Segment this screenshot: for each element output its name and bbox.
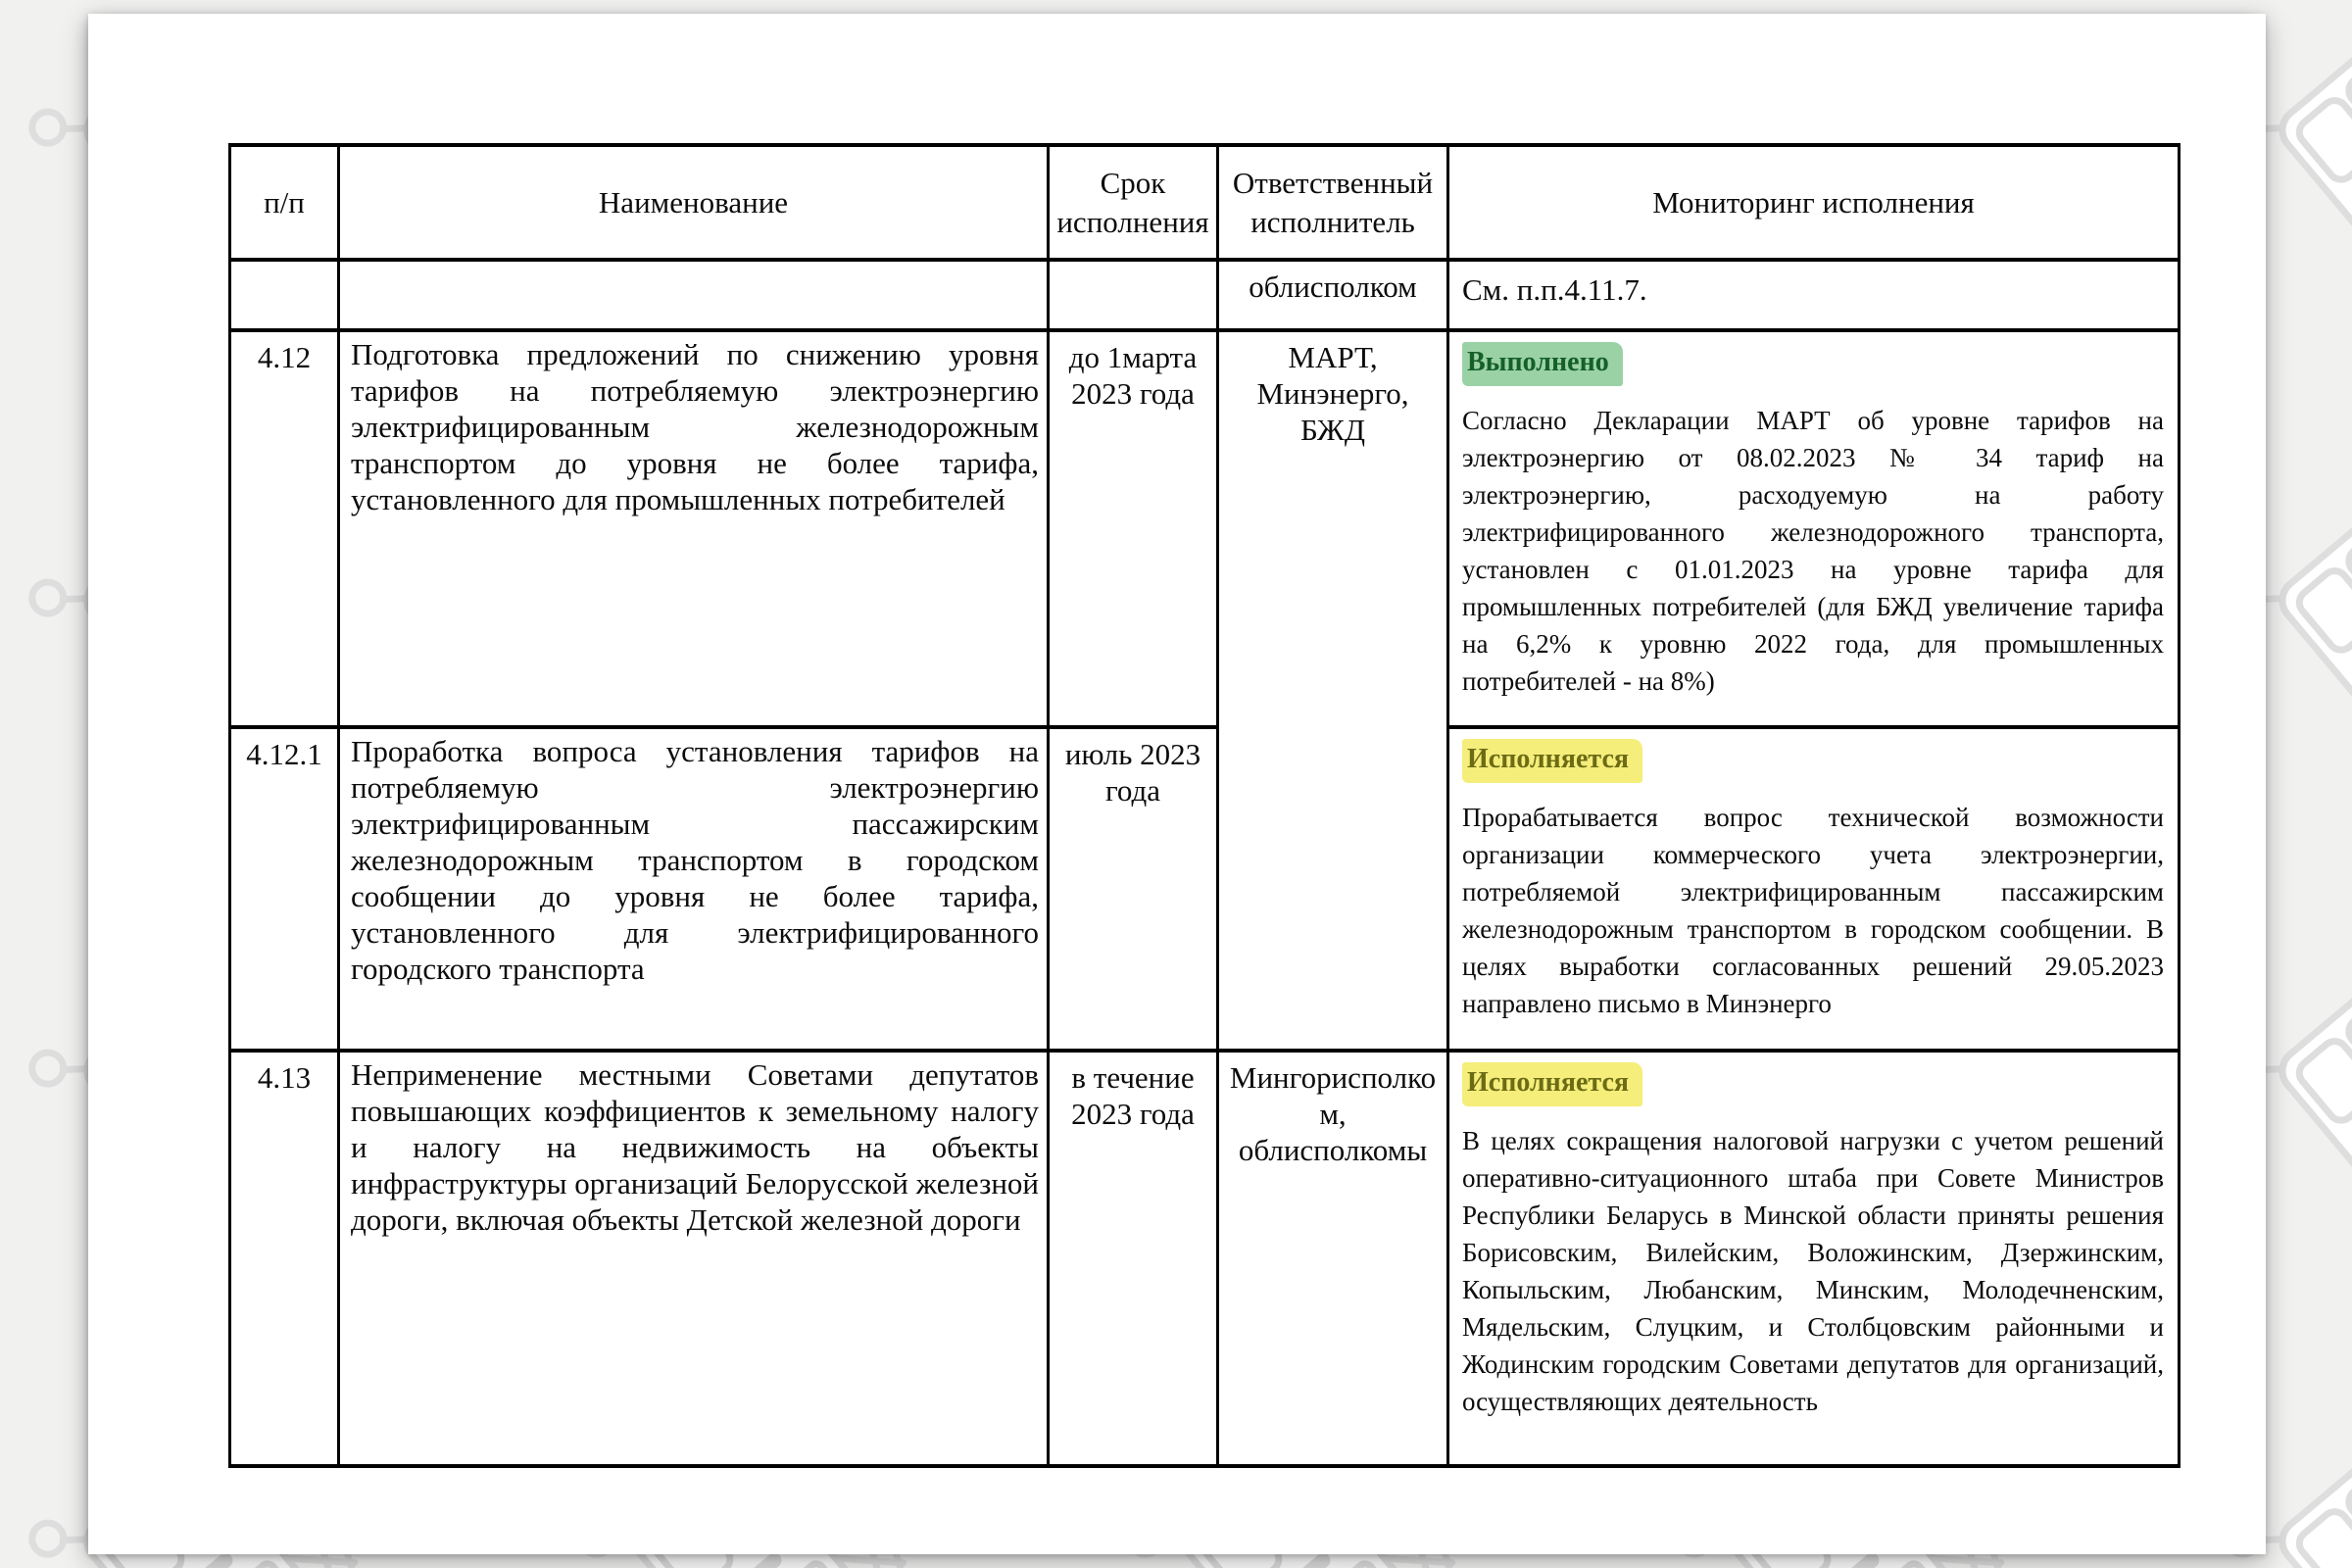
table-row-4-12 bbox=[230, 330, 2180, 727]
cell-num: 4.13 bbox=[230, 1051, 339, 1466]
monitoring-note: См. п.п.4.11.7. bbox=[1462, 272, 1647, 307]
cell-term: до 1марта 2023 года bbox=[1049, 330, 1218, 727]
cell-monitoring bbox=[1448, 330, 2180, 727]
cell-num bbox=[230, 260, 339, 330]
status-badge-in-progress: Исполняется bbox=[1462, 739, 1642, 783]
table-row-4-12-1 bbox=[230, 727, 2180, 1051]
status-badge-done: Выполнено bbox=[1462, 342, 1623, 386]
cell-executor: Мингорисполком, облисполкомы bbox=[1218, 1051, 1448, 1466]
cell-term bbox=[1049, 260, 1218, 330]
cell-monitoring bbox=[1448, 727, 2180, 1051]
col-header-name: Наименование bbox=[339, 145, 1049, 260]
col-header-executor: Ответственный исполнитель bbox=[1218, 145, 1448, 260]
cell-executor: облисполком bbox=[1218, 260, 1448, 330]
status-badge-in-progress: Исполняется bbox=[1462, 1062, 1642, 1106]
cell-num: 4.12 bbox=[230, 330, 339, 727]
cell-executor-merged: МАРТ, Минэнерго, БЖД bbox=[1218, 330, 1448, 1051]
monitoring-text: Прорабатывается вопрос технической возможности организации коммерческого учета электроэнергии, потребляемой электрифицированным пассажирским железнодорожным транспортом в городском сообщении. В целях выработки согласованных решений 29.05.2023 направлено письмо в Минэнерго bbox=[1462, 803, 2164, 1018]
col-header-monitoring: Мониторинг исполнения bbox=[1448, 145, 2180, 260]
col-header-term: Срок исполнения bbox=[1049, 145, 1218, 260]
cell-monitoring bbox=[1448, 260, 2180, 330]
monitoring-table bbox=[228, 143, 2180, 1468]
cell-name: Проработка вопроса установления тарифов на потребляемую электроэнергию электрифицированным пассажирским железнодорожным транспортом в городском сообщении до уровня не более тарифа, установленного для электрифицированного городского транспорта bbox=[339, 727, 1049, 1051]
cell-name bbox=[339, 260, 1049, 330]
header-row bbox=[230, 145, 2180, 260]
monitoring-text: В целях сокращения налоговой нагрузки с учетом решений оперативно-ситуационного штаба при Совете Министров Республики Беларусь в Минской области приняты решения Борисовским, Вилейским, Воложинским, Дзержинским, Копыльским, Любанским, Минским, Молодечненским, Мядельским, Слуцким, и Столбцовским районными и Жодинским городским Советами депутатов для организаций, осуществляющих деятельность bbox=[1462, 1126, 2164, 1416]
cell-term: в течение 2023 года bbox=[1049, 1051, 1218, 1466]
monitoring-text: Согласно Декларации МАРТ об уровне тарифов на электроэнергию от 08.02.2023 № 34 тариф на электроэнергию, расходуемую на работу электрифицированного железнодорожного транспорта, установлен с 01.01.2023 на уровне тарифа для промышленных потребителей (для БЖД увеличение тарифа на 6,2% к уровню 2022 года, для промышленных потребителей - на 8%) bbox=[1462, 406, 2164, 696]
table-row-continuation bbox=[230, 260, 2180, 330]
cell-name: Неприменение местными Советами депутатов повышающих коэффициентов к земельному налогу и налогу на недвижимость на объекты инфраструктуры организаций Белорусской железной дороги, включая объекты Детской железной дороги bbox=[339, 1051, 1049, 1466]
cell-name: Подготовка предложений по снижению уровня тарифов на потребляемую электроэнергию электрифицированным железнодорожным транспортом до уровня не более тарифа, установленного для промышленных потребителей bbox=[339, 330, 1049, 727]
cell-monitoring bbox=[1448, 1051, 2180, 1466]
cell-term: июль 2023 года bbox=[1049, 727, 1218, 1051]
col-header-num: п/п bbox=[230, 145, 339, 260]
document-page bbox=[88, 14, 2266, 1554]
monitoring-clipped-content bbox=[1462, 1062, 2164, 1420]
table-row-4-13 bbox=[230, 1051, 2180, 1466]
cell-num: 4.12.1 bbox=[230, 727, 339, 1051]
